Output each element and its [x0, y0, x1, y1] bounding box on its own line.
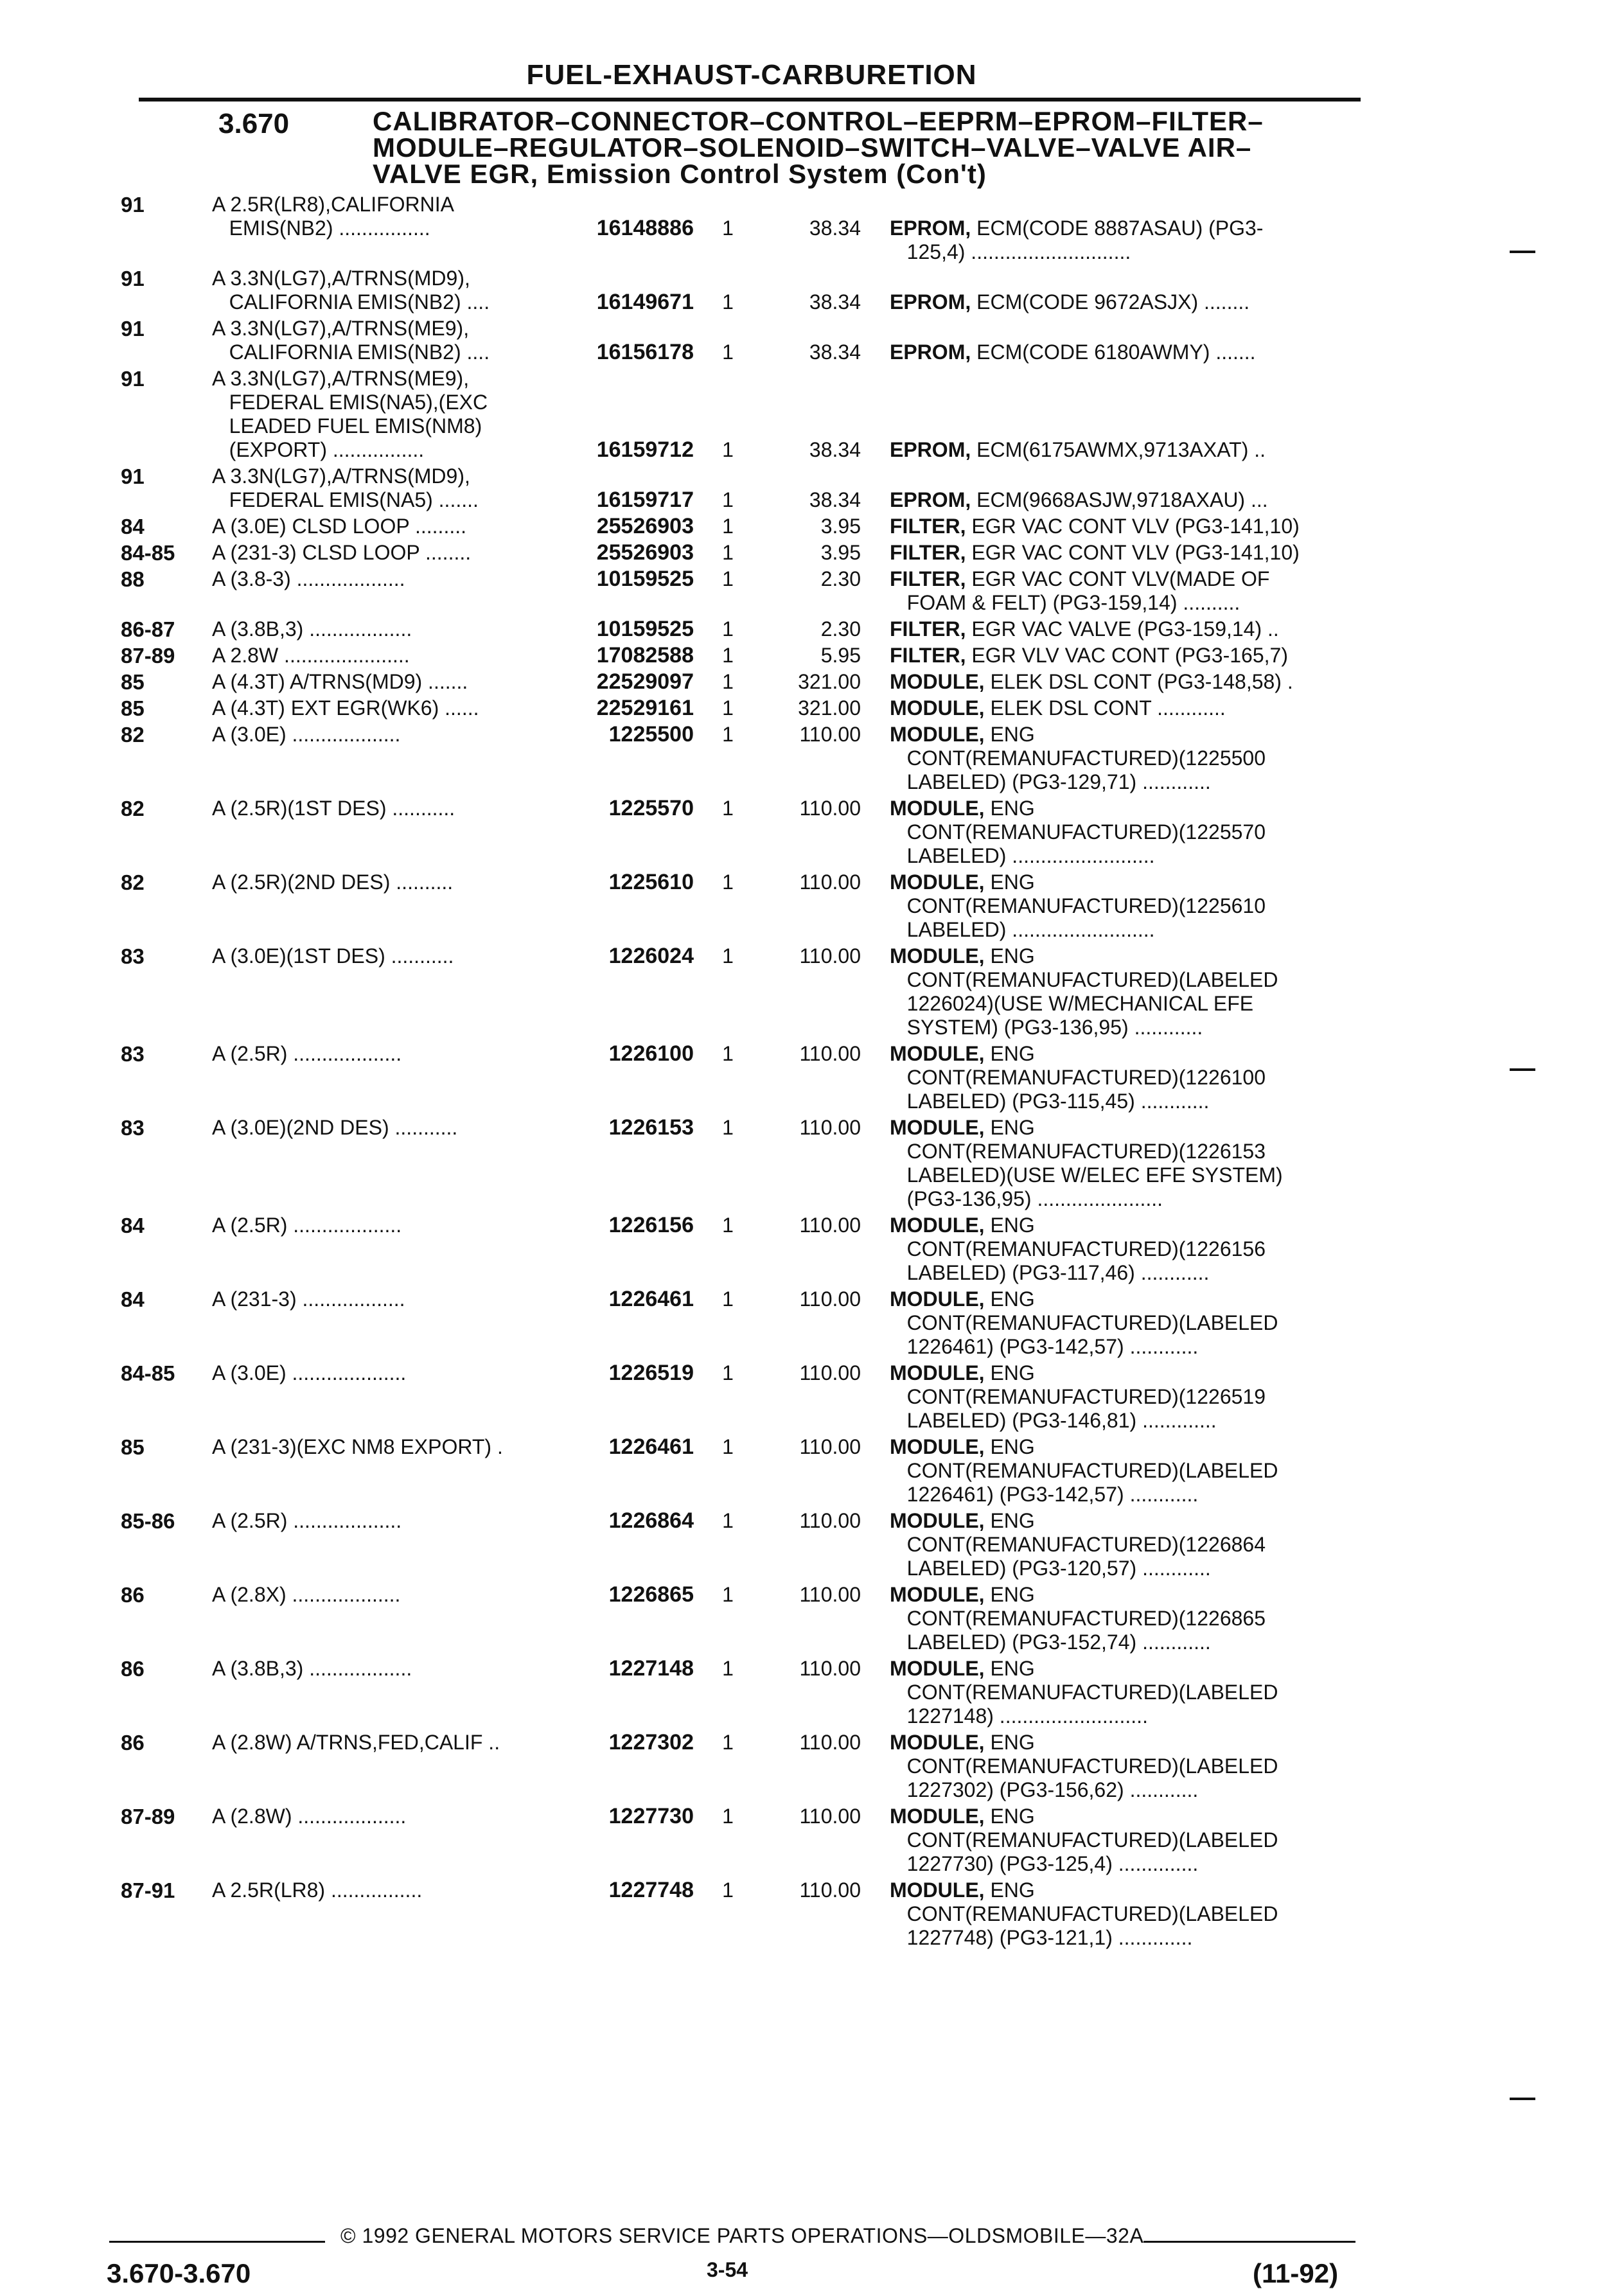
part-type: MODULE, [890, 797, 985, 820]
model-description: A (2.5R) ................... [212, 1042, 402, 1065]
part-detail: ENG CONT(REMANUFACTURED)(1225570 LABELED) ......................... [906, 797, 1266, 867]
model-year: 91 [121, 317, 145, 340]
price: 2.30 [820, 567, 861, 590]
part-description [890, 1042, 1359, 1113]
part-number: 16148886 [596, 216, 694, 240]
quantity: 1 [722, 1509, 734, 1532]
part-type: MODULE, [890, 696, 985, 720]
part-description [890, 944, 1359, 1039]
part-type: MODULE, [890, 1657, 985, 1680]
part-type: MODULE, [890, 1583, 985, 1606]
part-detail: ECM(CODE 6180AWMY) ....... [971, 340, 1256, 364]
model-description: A (2.8X) ................... [212, 1583, 401, 1606]
quantity: 1 [722, 1361, 734, 1384]
part-type: MODULE, [890, 1805, 985, 1828]
part-type: EPROM, [890, 438, 971, 461]
quantity: 1 [722, 567, 734, 590]
model-year: 85 [121, 670, 145, 694]
model-description: A (3.0E) CLSD LOOP ......... [212, 515, 466, 538]
price: 110.00 [799, 944, 861, 968]
section-title-line-2: MODULE–REGULATOR–SOLENOID–SWITCH–VALVE–VALVE AIR– [373, 132, 1252, 163]
part-detail: ELEK DSL CONT (PG3-148,58) . [984, 670, 1293, 693]
quantity: 1 [722, 541, 734, 564]
part-number: 1226156 [608, 1213, 694, 1237]
model-year: 86 [121, 1657, 145, 1681]
part-number: 16149671 [596, 290, 694, 314]
model-year: 82 [121, 871, 145, 894]
quantity: 1 [722, 1042, 734, 1065]
section-title-line-3: VALVE EGR, Emission Control System (Con't) [373, 159, 987, 189]
part-detail: ENG CONT(REMANUFACTURED)(1226864 LABELED) (PG3-120,57) ............ [906, 1509, 1266, 1580]
part-detail: ENG CONT(REMANUFACTURED)(LABELED 1227748) (PG3-121,1) ............. [906, 1878, 1278, 1949]
price: 5.95 [820, 644, 861, 667]
part-detail: ECM(6175AWMX,9713AXAT) .. [971, 438, 1266, 461]
quantity: 1 [722, 617, 734, 641]
part-detail: ELEK DSL CONT ............ [984, 696, 1226, 720]
model-year: 86 [121, 1731, 145, 1754]
quantity: 1 [722, 1214, 734, 1237]
part-description [890, 1116, 1359, 1211]
part-description [890, 1361, 1359, 1433]
part-description [890, 541, 1359, 565]
part-type: EPROM, [890, 290, 971, 314]
part-type: FILTER, [890, 644, 966, 667]
part-detail: ENG CONT(REMANUFACTURED)(1226865 LABELED) (PG3-152,74) ............ [906, 1583, 1266, 1654]
part-detail: EGR VAC CONT VLV(MADE OF FOAM & FELT) (PG3-159,14) .......... [906, 567, 1270, 614]
part-description [890, 340, 1359, 364]
part-description [890, 1509, 1359, 1580]
model-year: 83 [121, 1116, 145, 1140]
model-description: A (3.0E)(1ST DES) ........... [212, 944, 454, 968]
price: 110.00 [799, 1878, 861, 1902]
price: 110.00 [799, 723, 861, 746]
quantity: 1 [722, 644, 734, 667]
section-range: 3.670-3.670 [107, 2258, 251, 2288]
part-type: MODULE, [890, 1042, 985, 1065]
part-type: EPROM, [890, 488, 971, 511]
quantity: 1 [722, 217, 734, 240]
quantity: 1 [722, 340, 734, 364]
part-description [890, 1214, 1359, 1285]
part-description [890, 696, 1359, 720]
part-detail: EGR VAC CONT VLV (PG3-141,10) [966, 541, 1300, 564]
part-number: 1227148 [608, 1656, 694, 1681]
part-description [890, 515, 1359, 538]
part-type: MODULE, [890, 1435, 985, 1458]
part-type: MODULE, [890, 723, 985, 746]
part-number: 17082588 [596, 643, 694, 667]
price: 110.00 [799, 1583, 861, 1606]
part-number: 16156178 [596, 340, 694, 364]
part-type: EPROM, [890, 340, 971, 364]
price: 110.00 [799, 1214, 861, 1237]
model-description: A 3.3N(LG7),A/TRNS(ME9), CALIFORNIA EMIS(NB2) .... [212, 317, 490, 364]
quantity: 1 [722, 515, 734, 538]
part-number: 1226100 [608, 1041, 694, 1066]
part-number: 1226461 [608, 1435, 694, 1459]
part-detail: ECM(CODE 8887ASAU) (PG3- 125,4) ............................ [906, 217, 1264, 263]
part-type: MODULE, [890, 1878, 985, 1902]
part-description [890, 871, 1359, 942]
page-number: 3-54 [707, 2258, 748, 2281]
price: 110.00 [799, 1116, 861, 1139]
price: 110.00 [799, 797, 861, 820]
model-description: A (231-3)(EXC NM8 EXPORT) . [212, 1435, 503, 1458]
part-detail: EGR VAC CONT VLV (PG3-141,10) [966, 515, 1300, 538]
model-year: 85 [121, 1435, 145, 1459]
margin-mark [1510, 251, 1535, 253]
part-type: FILTER, [890, 515, 966, 538]
model-year: 91 [121, 367, 145, 391]
price: 38.34 [809, 340, 861, 364]
model-description: A (2.5R)(2ND DES) .......... [212, 871, 454, 894]
part-number: 1227748 [608, 1878, 694, 1902]
footer-rule-right [1143, 2241, 1355, 2243]
price: 38.34 [809, 488, 861, 511]
quantity: 1 [722, 670, 734, 693]
price: 3.95 [820, 541, 861, 564]
quantity: 1 [722, 723, 734, 746]
model-year: 82 [121, 723, 145, 747]
part-number: 1226519 [608, 1361, 694, 1385]
part-number: 1226461 [608, 1287, 694, 1311]
part-type: MODULE, [890, 1116, 985, 1139]
part-detail: ENG CONT(REMANUFACTURED)(1226100 LABELED) (PG3-115,45) ............ [906, 1042, 1266, 1113]
part-type: FILTER, [890, 541, 966, 564]
quantity: 1 [722, 1583, 734, 1606]
margin-mark [1510, 1068, 1535, 1071]
part-detail: ENG CONT(REMANUFACTURED)(LABELED 1226461) (PG3-142,57) ............ [906, 1435, 1278, 1506]
model-year: 91 [121, 464, 145, 488]
model-description: A 3.3N(LG7),A/TRNS(MD9), FEDERAL EMIS(NA5) ....... [212, 464, 479, 511]
model-year: 84 [121, 515, 145, 538]
part-detail: EGR VAC VALVE (PG3-159,14) .. [966, 617, 1279, 641]
part-detail: ENG CONT(REMANUFACTURED)(1226153 LABELED)(USE W/ELEC EFE SYSTEM) (PG3-136,95) ...................... [906, 1116, 1283, 1210]
part-description [890, 1731, 1359, 1802]
quantity: 1 [722, 797, 734, 820]
price: 110.00 [799, 1657, 861, 1680]
quantity: 1 [722, 1435, 734, 1458]
model-year: 82 [121, 797, 145, 820]
model-year: 86-87 [121, 617, 175, 641]
part-detail: ENG CONT(REMANUFACTURED)(LABELED 1226024)(USE W/MECHANICAL EFE SYSTEM) (PG3-136,95) ............ [906, 944, 1278, 1039]
part-type: FILTER, [890, 617, 966, 641]
part-description [890, 1805, 1359, 1876]
part-number: 10159525 [596, 617, 694, 641]
part-type: MODULE, [890, 670, 985, 693]
part-detail: ENG CONT(REMANUFACTURED)(LABELED 1227148) .......................... [906, 1657, 1278, 1728]
part-detail: ENG CONT(REMANUFACTURED)(1225610 LABELED) ......................... [906, 871, 1266, 941]
model-description: A (2.5R) ................... [212, 1509, 402, 1532]
part-description [890, 1287, 1359, 1359]
model-year: 91 [121, 193, 145, 217]
price: 110.00 [799, 1509, 861, 1532]
part-type: MODULE, [890, 871, 985, 894]
quantity: 1 [722, 290, 734, 314]
part-number: 1227302 [608, 1730, 694, 1754]
section-title [373, 108, 1323, 187]
quantity: 1 [722, 1116, 734, 1139]
model-year: 85 [121, 696, 145, 720]
price: 110.00 [799, 1435, 861, 1458]
part-type: MODULE, [890, 1509, 985, 1532]
quantity: 1 [722, 1287, 734, 1311]
part-description [890, 797, 1359, 868]
price: 110.00 [799, 1731, 861, 1754]
price: 110.00 [799, 1287, 861, 1311]
part-number: 1226024 [608, 944, 694, 968]
model-year: 85-86 [121, 1509, 175, 1533]
revision-date: (11-92) [1253, 2258, 1339, 2288]
model-year: 91 [121, 267, 145, 290]
part-number: 25526903 [596, 540, 694, 565]
part-description [890, 1657, 1359, 1728]
model-year: 83 [121, 944, 145, 968]
model-description: A (3.8B,3) .................. [212, 1657, 412, 1680]
part-description [890, 670, 1359, 694]
model-year: 87-91 [121, 1878, 175, 1902]
part-detail: ENG CONT(REMANUFACTURED)(1226156 LABELED) (PG3-117,46) ............ [906, 1214, 1266, 1284]
quantity: 1 [722, 488, 734, 511]
part-number: 22529097 [596, 669, 694, 694]
quantity: 1 [722, 696, 734, 720]
quantity: 1 [722, 1878, 734, 1902]
model-description: A (3.8B,3) .................. [212, 617, 412, 641]
price: 2.30 [820, 617, 861, 641]
part-number: 1225500 [608, 722, 694, 747]
model-description: A (4.3T) EXT EGR(WK6) ...... [212, 696, 479, 720]
part-description [890, 488, 1359, 512]
quantity: 1 [722, 1731, 734, 1754]
part-detail: EGR VLV VAC CONT (PG3-165,7) [966, 644, 1288, 667]
part-description [890, 217, 1359, 264]
model-description: A (3.0E) ................... [212, 723, 401, 746]
part-number: 16159712 [596, 437, 694, 462]
part-detail: ECM(CODE 9672ASJX) ........ [971, 290, 1250, 314]
part-number: 1225570 [608, 796, 694, 820]
part-type: EPROM, [890, 217, 971, 240]
price: 110.00 [799, 1042, 861, 1065]
section-number: 3.670 [218, 108, 290, 139]
model-description: A (4.3T) A/TRNS(MD9) ....... [212, 670, 468, 693]
part-type: MODULE, [890, 1731, 985, 1754]
model-description: A (2.5R)(1ST DES) ........... [212, 797, 455, 820]
part-description [890, 1878, 1359, 1950]
price: 321.00 [798, 670, 861, 693]
model-year: 87-89 [121, 644, 175, 667]
part-number: 1227730 [608, 1804, 694, 1828]
part-description [890, 290, 1359, 314]
model-year: 84-85 [121, 1361, 175, 1385]
model-description: A 2.8W ...................... [212, 644, 410, 667]
part-description [890, 438, 1359, 462]
part-description [890, 567, 1359, 615]
model-year: 86 [121, 1583, 145, 1607]
part-description [890, 644, 1359, 667]
part-type: MODULE, [890, 1287, 985, 1311]
model-description: A (231-3) .................. [212, 1287, 405, 1311]
model-year: 88 [121, 567, 145, 591]
part-number: 1226864 [608, 1508, 694, 1533]
model-description: A 2.5R(LR8),CALIFORNIA EMIS(NB2) ................ [212, 193, 454, 240]
model-description: A (231-3) CLSD LOOP ........ [212, 541, 472, 564]
price: 38.34 [809, 290, 861, 314]
part-description [890, 1583, 1359, 1654]
part-type: MODULE, [890, 944, 985, 968]
model-description: A (2.5R) ................... [212, 1214, 402, 1237]
part-description [890, 1435, 1359, 1507]
part-description [890, 723, 1359, 794]
header-rule [139, 98, 1361, 102]
part-type: MODULE, [890, 1361, 985, 1384]
margin-mark [1510, 2098, 1535, 2100]
model-description: A (2.8W) A/TRNS,FED,CALIF .. [212, 1731, 500, 1754]
model-year: 87-89 [121, 1805, 175, 1828]
model-description: A 3.3N(LG7),A/TRNS(MD9), CALIFORNIA EMIS(NB2) .... [212, 267, 490, 314]
footer-rule-left [109, 2241, 325, 2243]
price: 110.00 [799, 1361, 861, 1384]
model-year: 84 [121, 1214, 145, 1237]
part-number: 25526903 [596, 514, 694, 538]
price: 321.00 [798, 696, 861, 720]
copyright-notice: © 1992 GENERAL MOTORS SERVICE PARTS OPERATIONS—OLDSMOBILE—32A [340, 2224, 1144, 2247]
part-number: 1226865 [608, 1582, 694, 1607]
part-description [890, 617, 1359, 641]
model-year: 83 [121, 1042, 145, 1066]
part-detail: ENG CONT(REMANUFACTURED)(1226519 LABELED) (PG3-146,81) ............. [906, 1361, 1266, 1432]
part-number: 10159525 [596, 567, 694, 591]
model-description: A (2.8W) ................... [212, 1805, 407, 1828]
part-type: MODULE, [890, 1214, 985, 1237]
model-description: A 2.5R(LR8) ................ [212, 1878, 423, 1902]
quantity: 1 [722, 438, 734, 461]
price: 3.95 [820, 515, 861, 538]
quantity: 1 [722, 944, 734, 968]
price: 110.00 [799, 1805, 861, 1828]
quantity: 1 [722, 1805, 734, 1828]
model-description: A (3.0E) .................... [212, 1361, 407, 1384]
model-description: A 3.3N(LG7),A/TRNS(ME9), FEDERAL EMIS(NA5),(EXC LEADED FUEL EMIS(NM8) (EXPORT) ................ [212, 367, 488, 461]
quantity: 1 [722, 871, 734, 894]
page-header-title: FUEL-EXHAUST-CARBURETION [526, 59, 977, 91]
part-number: 1226153 [608, 1115, 694, 1140]
section-title-line-1: CALIBRATOR–CONNECTOR–CONTROL–EEPRM–EPROM–FILTER– [373, 106, 1264, 136]
price: 110.00 [799, 871, 861, 894]
price: 38.34 [809, 217, 861, 240]
part-number: 16159717 [596, 488, 694, 512]
part-number: 22529161 [596, 696, 694, 720]
part-type: FILTER, [890, 567, 966, 590]
part-detail: ENG CONT(REMANUFACTURED)(LABELED 1226461) (PG3-142,57) ............ [906, 1287, 1278, 1358]
part-detail: ENG CONT(REMANUFACTURED)(1225500 LABELED) (PG3-129,71) ............ [906, 723, 1266, 793]
model-year: 84-85 [121, 541, 175, 565]
price: 38.34 [809, 438, 861, 461]
part-number: 1225610 [608, 870, 694, 894]
model-description: A (3.0E)(2ND DES) ........... [212, 1116, 458, 1139]
part-detail: ECM(9668ASJW,9718AXAU) ... [971, 488, 1268, 511]
quantity: 1 [722, 1657, 734, 1680]
part-detail: ENG CONT(REMANUFACTURED)(LABELED 1227302) (PG3-156,62) ............ [906, 1731, 1278, 1801]
model-year: 84 [121, 1287, 145, 1311]
part-detail: ENG CONT(REMANUFACTURED)(LABELED 1227730) (PG3-125,4) .............. [906, 1805, 1278, 1875]
model-description: A (3.8-3) ................... [212, 567, 405, 590]
